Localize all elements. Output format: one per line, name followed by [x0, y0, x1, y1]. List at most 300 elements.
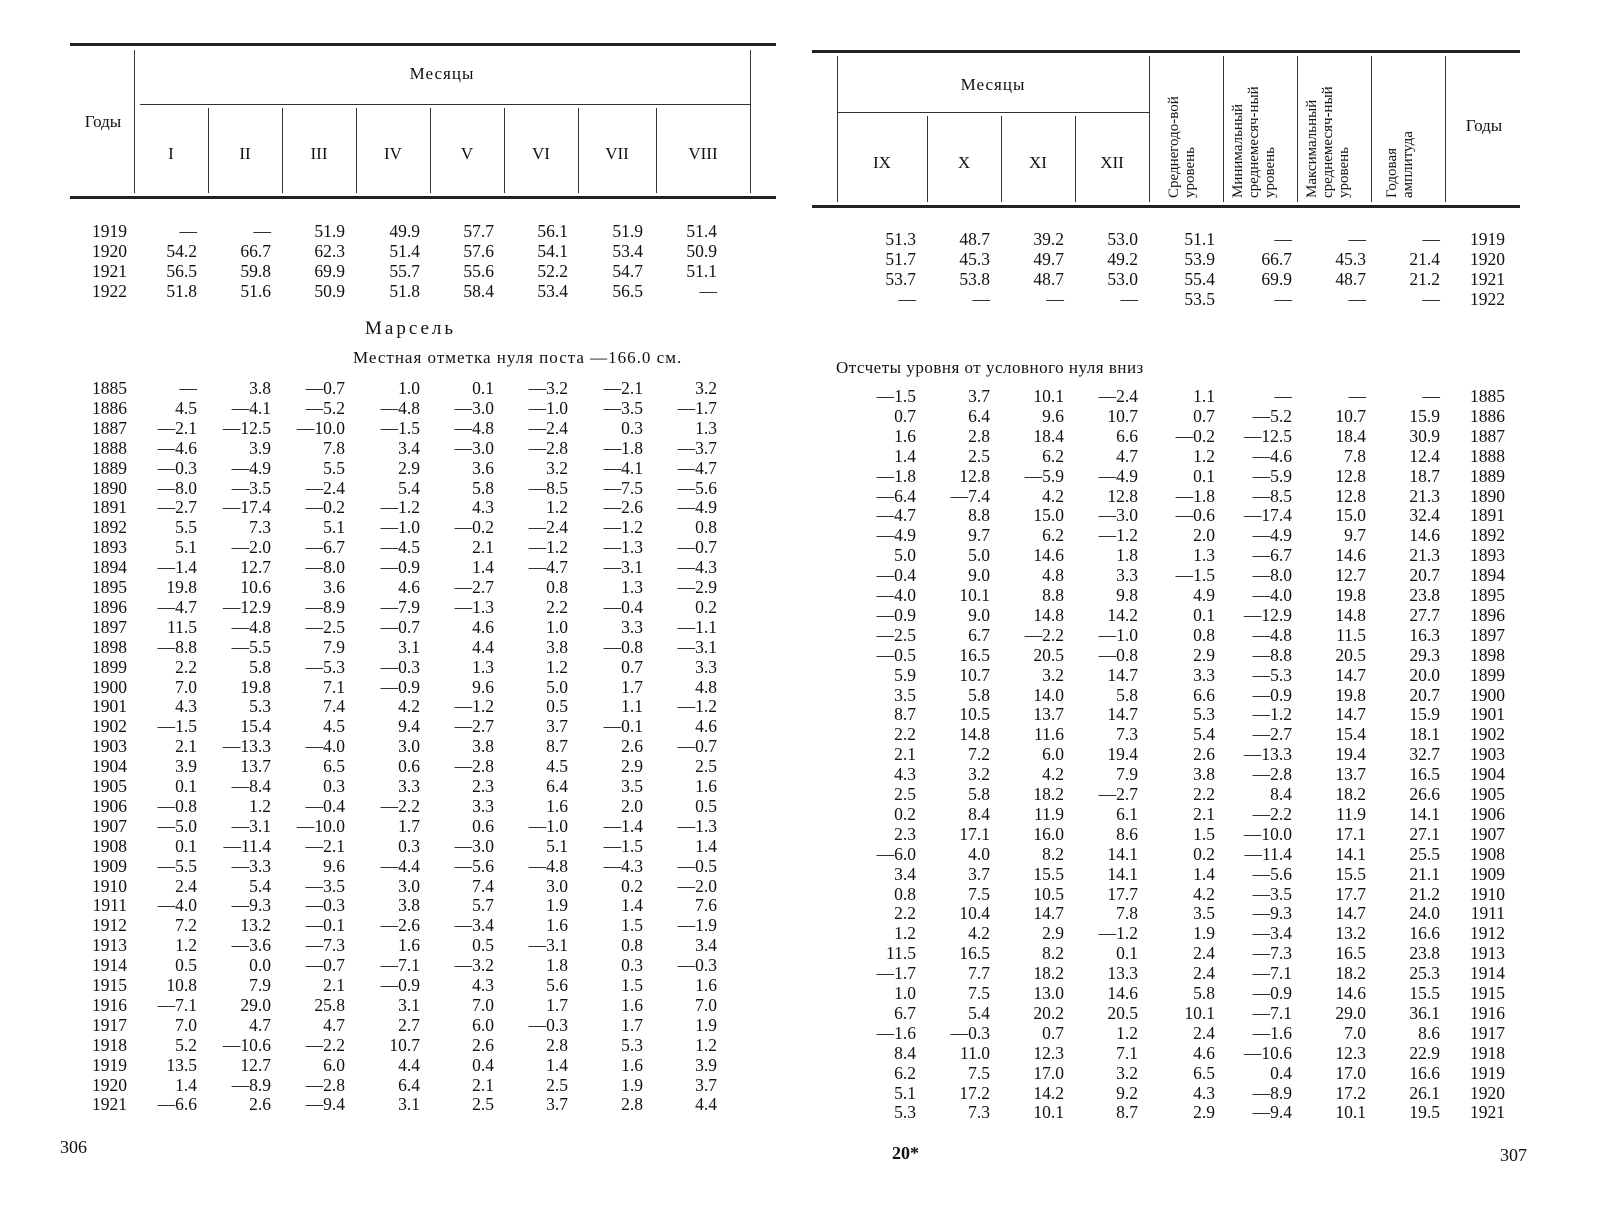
- table-cell: 0.5: [546, 696, 568, 717]
- table-cell: 1.0: [894, 983, 916, 1003]
- table-cell: 3.4: [894, 863, 916, 884]
- table-cell: 16.0: [1033, 823, 1064, 844]
- table-cell: 58.4: [463, 280, 494, 301]
- table-cell: —0.2: [1175, 425, 1215, 446]
- table-row: [0, 796, 800, 816]
- table-row: [0, 617, 800, 637]
- table-cell: —12.9: [222, 596, 271, 617]
- amplitude-header: Годовая амплитуда: [1384, 131, 1416, 198]
- table-cell: 2.3: [472, 776, 494, 796]
- table-cell: —0.8: [603, 636, 643, 657]
- table-row: [0, 975, 800, 995]
- table-cell: —2.1: [603, 378, 643, 398]
- table-row: [0, 438, 800, 458]
- table-cell: 1.6: [621, 994, 643, 1015]
- table-cell: —4.3: [677, 557, 717, 578]
- table-row: [0, 955, 800, 975]
- table-cell: 2.5: [894, 784, 916, 804]
- table-cell: —3.6: [231, 935, 271, 956]
- table-cell: 12.7: [240, 1054, 271, 1075]
- table-cell: 5.1: [894, 1082, 916, 1103]
- table-cell: 0.4: [1270, 1062, 1292, 1083]
- table-cell: —5.9: [1024, 465, 1064, 486]
- table-cell: —4.6: [1252, 445, 1292, 466]
- table-cell: 1889: [92, 457, 127, 478]
- table-cell: 6.7: [894, 1002, 916, 1023]
- table-cell: —0.7: [305, 955, 345, 976]
- table-cell: 11.9: [1336, 803, 1366, 824]
- table-cell: 14.1: [1107, 863, 1138, 884]
- table-cell: —0.4: [305, 795, 345, 816]
- station-title: Марсель: [365, 318, 457, 339]
- table-row: [0, 1055, 800, 1075]
- table-cell: 16.5: [1335, 943, 1366, 964]
- table-cell: 1889: [1470, 465, 1505, 486]
- table-cell: 3.2: [1116, 1062, 1138, 1083]
- table-cell: 6.0: [323, 1054, 345, 1075]
- table-cell: 20.5: [1033, 644, 1064, 665]
- table-cell: 1921: [1470, 268, 1505, 289]
- table-cell: 0.8: [621, 935, 643, 956]
- table-cell: 1.1: [621, 696, 643, 717]
- month-header: VIII: [688, 144, 718, 163]
- table-cell: 1886: [1470, 405, 1505, 426]
- table-cell: 48.7: [959, 229, 990, 249]
- table-cell: 1909: [92, 855, 127, 876]
- table-cell: 11.5: [1336, 624, 1366, 645]
- table-cell: 5.8: [968, 784, 990, 804]
- table-cell: 4.0: [968, 843, 990, 864]
- table-cell: 5.0: [546, 676, 568, 697]
- table-cell: —1.3: [603, 537, 643, 558]
- month-header: VI: [532, 144, 550, 163]
- table-cell: 0.3: [398, 835, 420, 856]
- table-row: [800, 505, 1600, 525]
- table-cell: 66.7: [1261, 248, 1292, 269]
- table-cell: —2.5: [876, 624, 916, 645]
- table-cell: 29.0: [1335, 1002, 1366, 1023]
- table-cell: 0.7: [1193, 405, 1215, 426]
- table-cell: —0.5: [677, 855, 717, 876]
- table-cell: 8.7: [546, 736, 568, 757]
- table-cell: 2.5: [546, 1074, 568, 1095]
- table-cell: 0.1: [175, 835, 197, 856]
- table-cell: 1897: [1470, 624, 1505, 645]
- table-cell: —9.4: [305, 1094, 345, 1115]
- table-cell: 1907: [92, 815, 127, 836]
- table-cell: 4.3: [894, 764, 916, 785]
- table-row: [0, 557, 800, 577]
- table-cell: 27.7: [1409, 604, 1440, 625]
- table-cell: —3.4: [454, 915, 494, 936]
- table-cell: 2.5: [695, 756, 717, 777]
- table-cell: —0.3: [305, 895, 345, 916]
- table-cell: —2.6: [380, 915, 420, 936]
- table-cell: 4.5: [323, 716, 345, 737]
- table-cell: —0.9: [1252, 684, 1292, 705]
- table-cell: 1917: [92, 1014, 127, 1035]
- table-cell: 1.4: [546, 1054, 568, 1075]
- table-cell: 19.8: [1335, 585, 1366, 605]
- table-cell: —5.6: [454, 855, 494, 876]
- table-cell: 18.4: [1033, 425, 1064, 446]
- table-cell: 1.8: [546, 955, 568, 976]
- table-cell: 53.5: [1184, 288, 1215, 309]
- table-cell: —: [179, 221, 197, 241]
- table-cell: —4.8: [1252, 624, 1292, 645]
- table-cell: 1.0: [546, 616, 568, 637]
- table-cell: 2.4: [1193, 1022, 1215, 1043]
- table-cell: 1.4: [621, 895, 643, 916]
- table-cell: 4.4: [398, 1054, 420, 1075]
- table-cell: 0.5: [695, 795, 717, 816]
- table-cell: 1905: [1470, 784, 1505, 804]
- table-cell: —6.7: [1252, 545, 1292, 566]
- table-cell: —4.5: [380, 537, 420, 558]
- table-cell: 14.2: [1033, 1082, 1064, 1103]
- table-row: [0, 418, 800, 438]
- table-cell: 19.8: [166, 577, 197, 597]
- table-cell: 6.7: [968, 624, 990, 645]
- table-row: [0, 281, 800, 301]
- table-cell: 1892: [92, 517, 127, 538]
- table-row: [800, 289, 1600, 309]
- table-cell: 3.7: [968, 863, 990, 884]
- table-cell: 1893: [1470, 545, 1505, 566]
- table-cell: 9.8: [1116, 585, 1138, 605]
- table-cell: 17.1: [959, 823, 990, 844]
- table-cell: 4.6: [1193, 1042, 1215, 1063]
- table-cell: 1910: [1470, 883, 1505, 904]
- table-cell: —17.4: [1243, 505, 1292, 526]
- table-cell: —12.5: [222, 417, 271, 438]
- table-cell: —6.6: [157, 1094, 197, 1115]
- table-cell: 3.6: [472, 457, 494, 478]
- table-cell: —2.9: [677, 577, 717, 597]
- table-row: [800, 864, 1600, 884]
- table-row: [0, 241, 800, 261]
- table-cell: —5.2: [1252, 405, 1292, 426]
- table-cell: 3.3: [621, 616, 643, 637]
- table-cell: 15.9: [1409, 405, 1440, 426]
- table-cell: 11.9: [1034, 803, 1064, 824]
- table-cell: 1896: [92, 596, 127, 617]
- table-cell: 12.8: [959, 465, 990, 486]
- table-cell: 53.0: [1107, 268, 1138, 289]
- table-cell: 26.1: [1409, 1082, 1440, 1103]
- table-cell: 14.7: [1335, 664, 1366, 685]
- table-row: [0, 1015, 800, 1035]
- table-cell: 19.5: [1409, 1102, 1440, 1123]
- table-cell: 7.0: [175, 676, 197, 697]
- table-cell: —4.9: [1098, 465, 1138, 486]
- table-cell: 0.2: [695, 596, 717, 617]
- table-cell: 17.7: [1107, 883, 1138, 904]
- table-cell: 10.8: [166, 975, 197, 995]
- table-cell: 8.4: [1270, 784, 1292, 804]
- table-cell: 1900: [1470, 684, 1505, 705]
- table-cell: 0.1: [472, 378, 494, 398]
- table-cell: 6.4: [546, 776, 568, 796]
- table-cell: 1894: [1470, 565, 1505, 586]
- table-cell: 0.7: [621, 656, 643, 677]
- table-cell: 50.9: [686, 240, 717, 261]
- table-cell: —2.8: [528, 437, 568, 458]
- table-cell: 52.2: [537, 260, 568, 281]
- table-cell: —4.9: [876, 525, 916, 546]
- table-cell: 1885: [92, 378, 127, 398]
- table-cell: 18.2: [1335, 784, 1366, 804]
- table-cell: 12.7: [240, 557, 271, 578]
- table-cell: —3.5: [305, 875, 345, 896]
- table-cell: —2.2: [380, 795, 420, 816]
- table-cell: 49.9: [389, 221, 420, 241]
- table-cell: 1.8: [1116, 545, 1138, 566]
- table-cell: 2.9: [1042, 923, 1064, 944]
- table-cell: 5.7: [472, 895, 494, 916]
- table-row: [800, 466, 1600, 486]
- table-row: [800, 744, 1600, 764]
- table-cell: 8.4: [894, 1042, 916, 1063]
- table-cell: —: [1348, 229, 1366, 249]
- table-cell: —2.5: [305, 616, 345, 637]
- table-cell: —: [1120, 288, 1138, 309]
- table-cell: —1.8: [603, 437, 643, 458]
- table-cell: 2.9: [1193, 1102, 1215, 1123]
- table-cell: 30.9: [1409, 425, 1440, 446]
- right-page: [800, 0, 1600, 1211]
- table-cell: 1913: [92, 935, 127, 956]
- table-cell: —8.0: [305, 557, 345, 578]
- table-cell: —0.5: [876, 644, 916, 665]
- table-row: [800, 1102, 1600, 1122]
- table-cell: 1901: [92, 696, 127, 717]
- table-cell: 5.3: [1193, 704, 1215, 725]
- table-cell: 15.0: [1033, 505, 1064, 526]
- table-cell: 14.2: [1107, 604, 1138, 625]
- table-cell: —2.7: [454, 577, 494, 597]
- table-cell: 7.2: [968, 744, 990, 765]
- table-cell: 16.5: [1409, 764, 1440, 785]
- table-cell: 12.8: [1335, 485, 1366, 506]
- table-cell: 0.6: [398, 756, 420, 777]
- month-header: XI: [1029, 153, 1047, 172]
- table-cell: 1906: [1470, 803, 1505, 824]
- table-cell: 4.6: [695, 716, 717, 737]
- table-cell: 7.2: [175, 915, 197, 936]
- table-cell: —2.2: [1024, 624, 1064, 645]
- table-cell: —8.9: [1252, 1082, 1292, 1103]
- table-cell: 9.0: [968, 604, 990, 625]
- table-cell: 14.6: [1409, 525, 1440, 546]
- table-cell: —8.9: [305, 596, 345, 617]
- table-cell: 2.2: [894, 903, 916, 924]
- table-row: [800, 269, 1600, 289]
- table-cell: —3.1: [603, 557, 643, 578]
- table-cell: —2.4: [1098, 386, 1138, 406]
- table-cell: 2.6: [249, 1094, 271, 1115]
- table-cell: 23.8: [1409, 943, 1440, 964]
- table-cell: 9.2: [1116, 1082, 1138, 1103]
- table-cell: 2.2: [1193, 784, 1215, 804]
- table-cell: 3.1: [398, 636, 420, 657]
- table-cell: —4.0: [157, 895, 197, 916]
- table-cell: 7.4: [323, 696, 345, 717]
- table-cell: 1917: [1470, 1022, 1505, 1043]
- table-cell: 1899: [92, 656, 127, 677]
- months-header-right: Месяцы: [960, 75, 1026, 94]
- table-cell: 56.5: [612, 280, 643, 301]
- table-cell: 6.6: [1116, 425, 1138, 446]
- table-cell: —2.1: [305, 835, 345, 856]
- table-cell: —2.7: [454, 716, 494, 737]
- table-cell: 4.7: [1116, 445, 1138, 466]
- table-cell: 1919: [1470, 1062, 1505, 1083]
- table-cell: —2.8: [1252, 764, 1292, 785]
- readings-note: Отсчеты уровня от условного нуля вниз: [836, 358, 1144, 377]
- table-cell: 15.9: [1409, 704, 1440, 725]
- table-cell: —1.2: [1098, 525, 1138, 546]
- table-row: [800, 645, 1600, 665]
- table-cell: 1.6: [894, 425, 916, 446]
- years-header-right: Годы: [1465, 116, 1503, 135]
- table-cell: —1.0: [1098, 624, 1138, 645]
- table-cell: 6.4: [968, 405, 990, 426]
- table-cell: 69.9: [314, 260, 345, 281]
- table-cell: 54.1: [537, 240, 568, 261]
- table-cell: 2.1: [323, 975, 345, 995]
- table-cell: 1902: [92, 716, 127, 737]
- table-cell: —0.9: [1252, 983, 1292, 1003]
- table-cell: 1.6: [695, 975, 717, 995]
- table-cell: 1.7: [546, 994, 568, 1015]
- table-cell: —4.0: [305, 736, 345, 757]
- table-row: [800, 764, 1600, 784]
- table-cell: 51.7: [885, 248, 916, 269]
- table-cell: 3.2: [968, 764, 990, 785]
- table-cell: 5.8: [1193, 983, 1215, 1003]
- table-cell: 9.6: [472, 676, 494, 697]
- table-row: [800, 386, 1600, 406]
- table-cell: 1896: [1470, 604, 1505, 625]
- table-cell: —0.4: [603, 596, 643, 617]
- table-cell: 13.7: [240, 756, 271, 777]
- table-cell: 2.9: [1193, 644, 1215, 665]
- table-cell: 53.0: [1107, 229, 1138, 249]
- table-cell: —2.6: [603, 497, 643, 518]
- table-cell: —0.1: [603, 716, 643, 737]
- month-header: II: [239, 144, 251, 163]
- table-cell: —6.7: [305, 537, 345, 558]
- table-row: [0, 816, 800, 836]
- table-cell: 7.8: [323, 437, 345, 458]
- table-cell: 3.3: [472, 795, 494, 816]
- table-cell: —3.5: [1252, 883, 1292, 904]
- table-cell: 48.7: [1033, 268, 1064, 289]
- table-cell: 1918: [1470, 1042, 1505, 1063]
- table-row: [800, 784, 1600, 804]
- table-cell: —1.5: [1175, 565, 1215, 586]
- table-cell: 51.9: [612, 221, 643, 241]
- table-cell: —9.3: [231, 895, 271, 916]
- table-cell: —: [1422, 229, 1440, 249]
- table-cell: —: [179, 378, 197, 398]
- table-cell: 1.2: [249, 795, 271, 816]
- table-cell: 3.8: [546, 636, 568, 657]
- table-cell: 1891: [1470, 505, 1505, 526]
- table-cell: —10.0: [296, 417, 345, 438]
- table-cell: 51.1: [1184, 229, 1215, 249]
- table-cell: 4.3: [1193, 1082, 1215, 1103]
- table-cell: 45.3: [959, 248, 990, 269]
- month-header: V: [460, 144, 474, 163]
- table-row: [0, 221, 800, 241]
- table-cell: 0.3: [621, 417, 643, 438]
- table-cell: —8.8: [1252, 644, 1292, 665]
- table-cell: 12.3: [1335, 1042, 1366, 1063]
- table-cell: 19.8: [240, 676, 271, 697]
- table-cell: —2.4: [528, 517, 568, 538]
- table-cell: 14.0: [1033, 684, 1064, 705]
- table-cell: 51.4: [389, 240, 420, 261]
- table-cell: 3.6: [323, 577, 345, 597]
- table-cell: 0.8: [546, 577, 568, 597]
- table-cell: —0.4: [876, 565, 916, 586]
- table-cell: 16.6: [1409, 923, 1440, 944]
- table-cell: —7.1: [157, 994, 197, 1015]
- table-cell: 14.8: [1033, 604, 1064, 625]
- table-cell: 10.1: [959, 585, 990, 605]
- table-cell: 1.4: [472, 557, 494, 578]
- table-cell: 5.4: [968, 1002, 990, 1023]
- table-row: [800, 585, 1600, 605]
- table-cell: 5.9: [894, 664, 916, 685]
- table-cell: —: [1274, 288, 1292, 309]
- table-row: [800, 446, 1600, 466]
- table-cell: 7.1: [323, 676, 345, 697]
- table-cell: 14.1: [1409, 803, 1440, 824]
- table-cell: —3.0: [454, 835, 494, 856]
- table-cell: 8.6: [1116, 823, 1138, 844]
- table-cell: —0.7: [677, 537, 717, 558]
- table-cell: —1.8: [876, 465, 916, 486]
- table-cell: 10.7: [1335, 405, 1366, 426]
- table-cell: 0.3: [621, 955, 643, 976]
- table-cell: 1.3: [472, 656, 494, 677]
- table-row: [800, 426, 1600, 446]
- table-cell: —1.2: [454, 696, 494, 717]
- table-cell: 3.0: [398, 875, 420, 896]
- table-row: [800, 625, 1600, 645]
- table-cell: 3.4: [398, 437, 420, 458]
- table-cell: 5.0: [968, 545, 990, 566]
- table-cell: 4.3: [472, 975, 494, 995]
- table-row: [0, 577, 800, 597]
- table-cell: 18.1: [1409, 724, 1440, 745]
- table-cell: 13.5: [166, 1054, 197, 1075]
- table-cell: —13.3: [222, 736, 271, 757]
- max-monthly-header: Максимальный среднемесяч-ный уровень: [1304, 86, 1352, 198]
- table-cell: —7.1: [1252, 963, 1292, 984]
- table-cell: 10.6: [240, 577, 271, 597]
- table-cell: 1.6: [621, 1054, 643, 1075]
- table-cell: 45.3: [1335, 248, 1366, 269]
- table-cell: —9.4: [1252, 1102, 1292, 1123]
- table-cell: 4.6: [398, 577, 420, 597]
- table-cell: —1.1: [677, 616, 717, 637]
- table-cell: 16.5: [959, 943, 990, 964]
- table-cell: 2.4: [175, 875, 197, 896]
